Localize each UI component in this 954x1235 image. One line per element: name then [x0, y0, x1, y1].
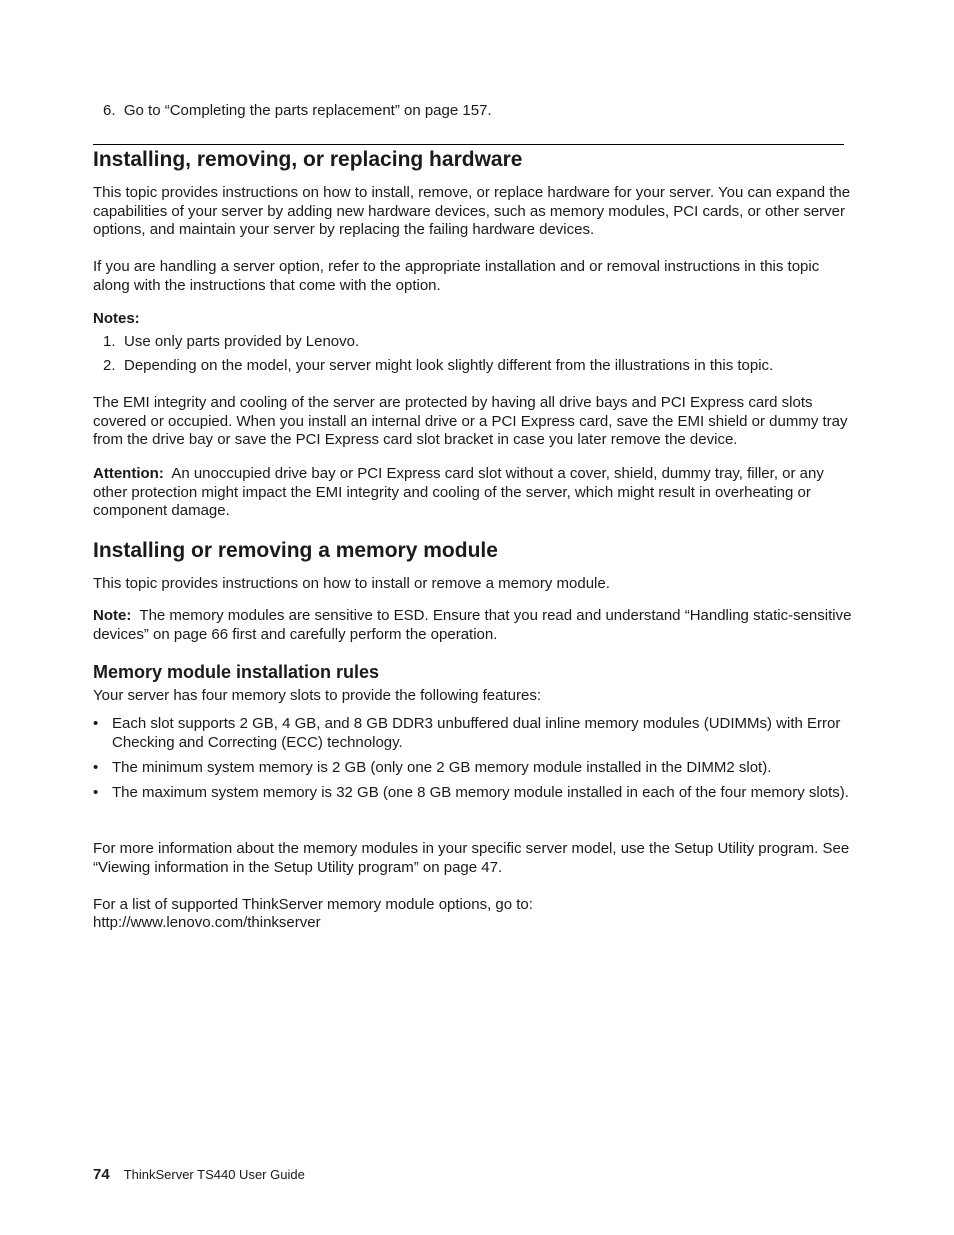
- note-esd-text: The memory modules are sensitive to ESD. Ensure that you read and understand “Handling static-sensitive devices” on page 66 first and carefully perform the operation.: [93, 607, 852, 643]
- attention-text: An unoccupied drive bay or PCI Express card slot without a cover, shield, dummy tray, filler, or any other protection might impact the EMI integrity and cooling of the server, which might result in overheating or component damage.: [93, 465, 824, 519]
- attention-label: Attention:: [93, 465, 164, 482]
- paragraph-emi-integrity: The EMI integrity and cooling of the server are protected by having all drive bays and PCI Express card slots covered or occupied. When you install an internal drive or a PCI Express card, save the EMI shield or dummy tray from the drive bay or save the PCI Express card slot bracket in case you later remove the device.: [93, 394, 848, 448]
- note-number: 2.: [103, 357, 116, 374]
- step-6: [103, 102, 492, 121]
- bullet-item-minimum-memory: [93, 759, 853, 778]
- bullet-item-maximum-memory: [93, 784, 853, 803]
- note-item-1: [103, 333, 359, 352]
- bullet-item-slot-support: [93, 715, 853, 752]
- note-number: 1.: [103, 333, 116, 350]
- paragraph-supported-options: For a list of supported ThinkServer memory module options, go to:: [93, 896, 533, 913]
- section-divider: [93, 144, 844, 145]
- bullet-text: The minimum system memory is 2 GB (only one 2 GB memory module installed in the DIMM2 slot).: [112, 759, 772, 776]
- attention-block: [93, 465, 853, 521]
- step-number: 6.: [103, 102, 116, 119]
- note-label: Note:: [93, 607, 132, 624]
- paragraph-intro: This topic provides instructions on how to install, remove, or replace hardware for your server. You can expand the capabilities of your server by adding new hardware devices, such as memory modules, PCI cards, or other server options, and maintain your server by replacing the failing hardware devices.: [93, 184, 851, 238]
- bullet-text: The maximum system memory is 32 GB (one 8 GB memory module installed in each of the four memory slots).: [112, 784, 849, 801]
- page-footer: [93, 1166, 305, 1184]
- note-text: Use only parts provided by Lenovo.: [124, 333, 360, 350]
- note-esd-block: [93, 607, 853, 644]
- note-item-2: [103, 357, 773, 376]
- bullet-marker: •: [93, 759, 99, 776]
- step-text: Go to “Completing the parts replacement” on page 157.: [123, 102, 492, 119]
- paragraph-memory-intro: This topic provides instructions on how to install or remove a memory module.: [93, 575, 610, 592]
- bullet-marker: •: [93, 784, 99, 801]
- notes-label: Notes:: [93, 310, 140, 327]
- footer-doc-title: ThinkServer TS440 User Guide: [123, 1167, 305, 1182]
- bullet-marker: •: [93, 715, 99, 732]
- lenovo-url-link[interactable]: http://www.lenovo.com/thinkserver: [93, 914, 321, 931]
- note-text: Depending on the model, your server might look slightly different from the illustrations in this topic.: [124, 357, 774, 374]
- paragraph-setup-utility: For more information about the memory modules in your specific server model, use the Setup Utility program. See “Viewing information in the Setup Utility program” on page 47.: [93, 840, 850, 876]
- page-number: 74: [93, 1166, 110, 1183]
- heading-installation-rules: Memory module installation rules: [93, 662, 380, 682]
- heading-installing-removing-replacing: Installing, removing, or replacing hardware: [93, 148, 523, 171]
- heading-memory-module: Installing or removing a memory module: [93, 539, 498, 562]
- paragraph-server-option: If you are handling a server option, refer to the appropriate installation and or removal instructions in this topic along with the instructions that come with the option.: [93, 258, 820, 294]
- bullet-text: Each slot supports 2 GB, 4 GB, and 8 GB DDR3 unbuffered dual inline memory modules (UDIMMs) with Error Checking and Correcting (ECC) technology.: [112, 715, 841, 751]
- paragraph-features-intro: Your server has four memory slots to provide the following features:: [93, 687, 541, 704]
